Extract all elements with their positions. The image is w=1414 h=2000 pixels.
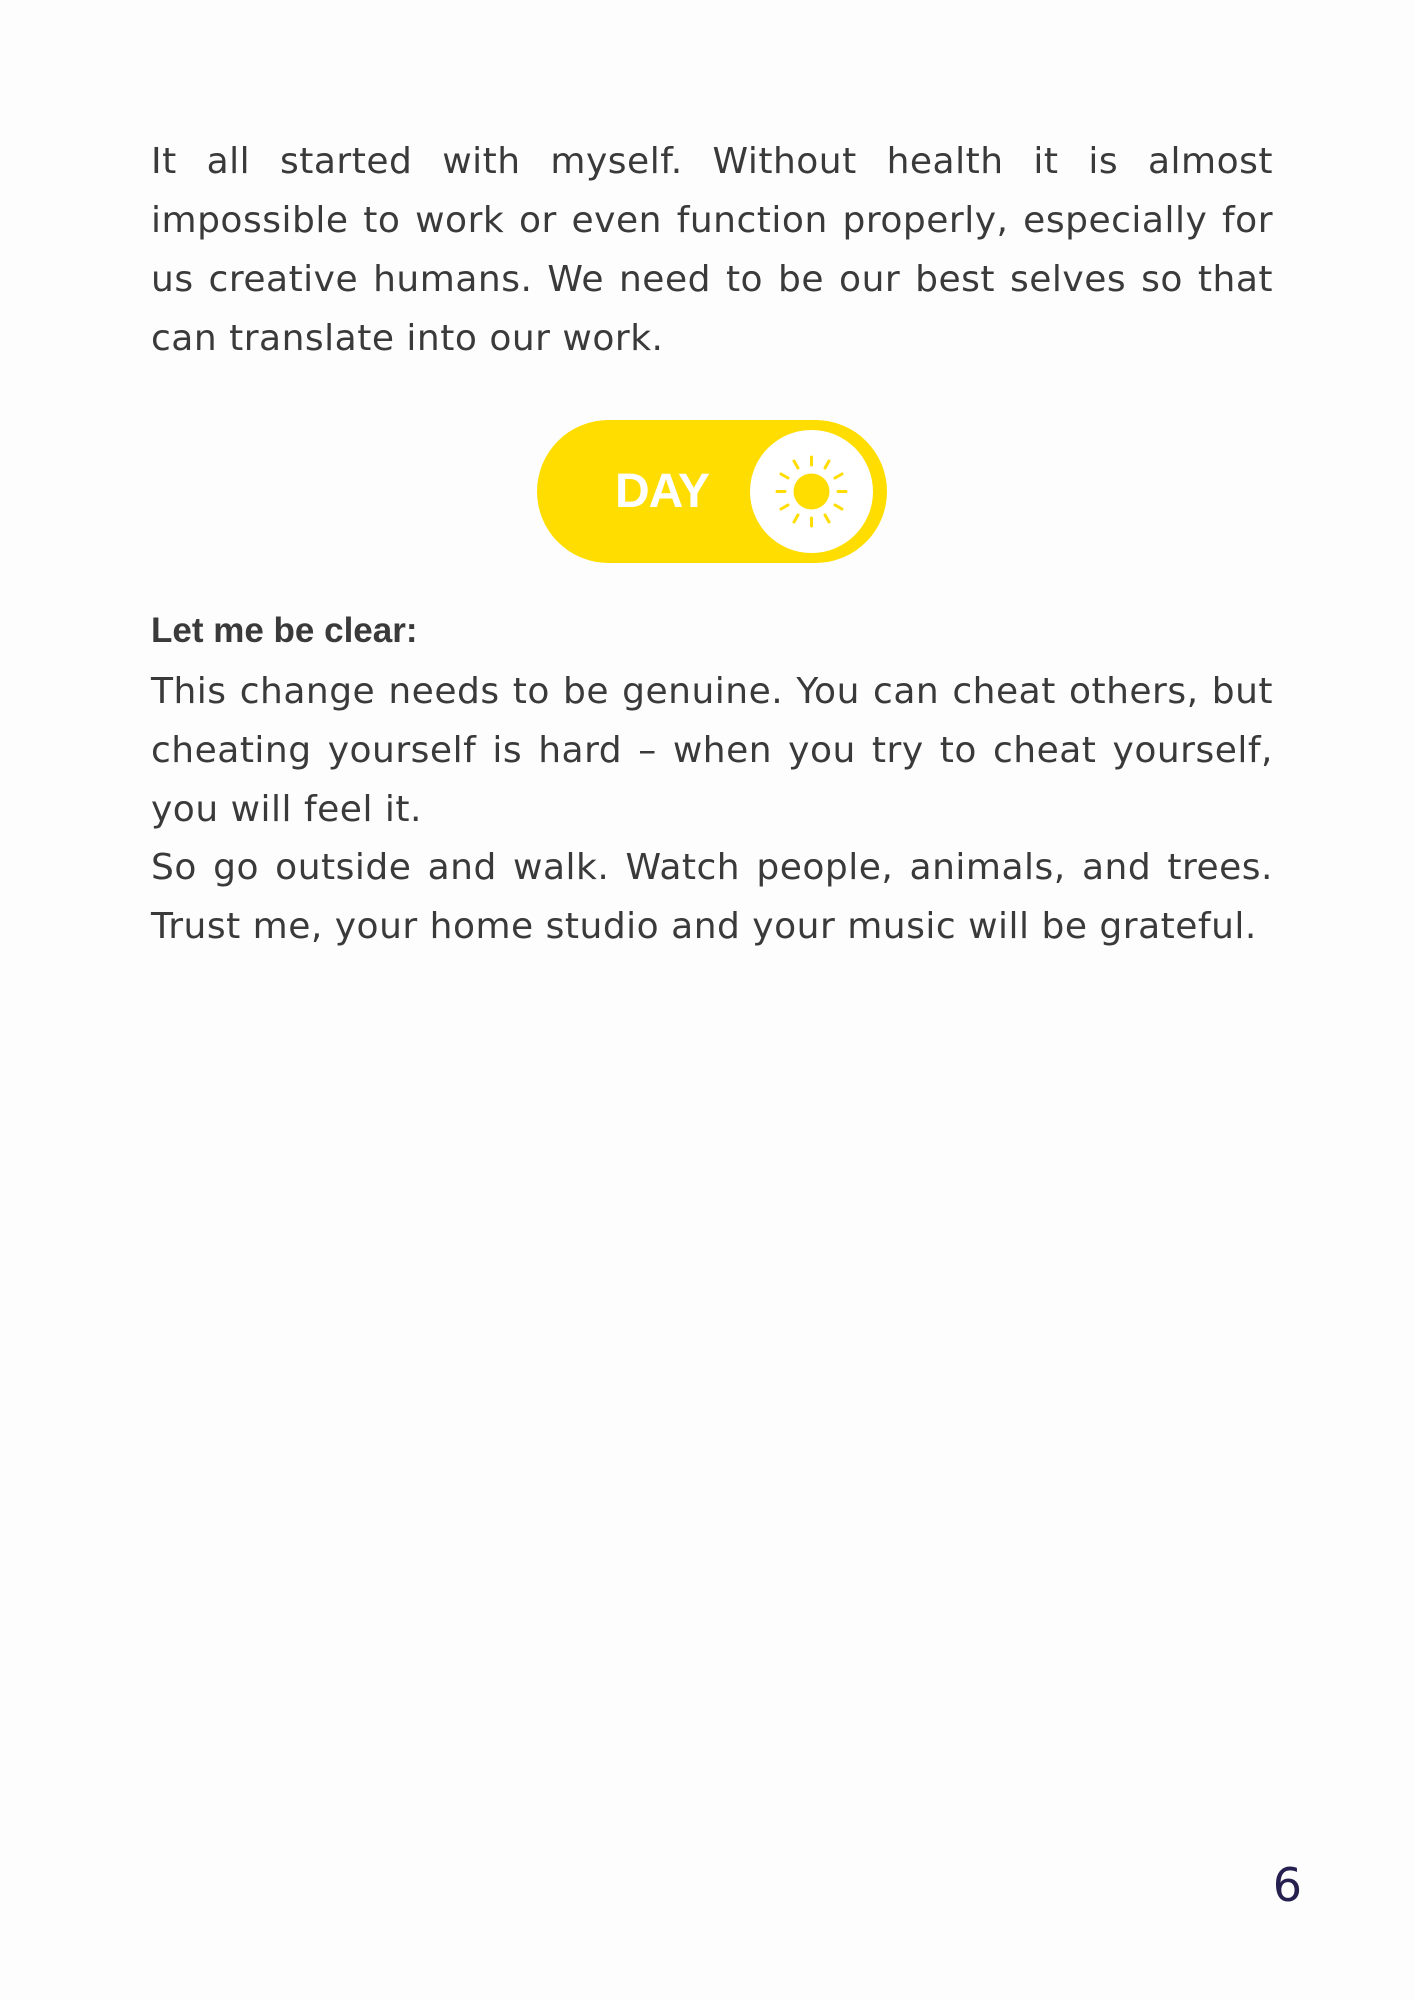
sun-icon	[750, 430, 873, 553]
body-paragraph-walk: So go outside and walk. Watch people, animals, and trees. Trust me, your home studio and your music will be grateful.	[151, 847, 1273, 947]
intro-paragraph: It all started with myself. Without health it is almost impossible to work or even function properly, especially for us creative humans. We need to be our best selves so that can translate into our work.	[151, 141, 1273, 359]
body-paragraph-genuine: This change needs to be genuine. You can cheat others, but cheating yourself is hard – when you try to cheat yourself, you will feel it.	[151, 671, 1273, 830]
day-night-toggle[interactable]	[537, 420, 887, 563]
toggle-label: DAY	[615, 465, 709, 518]
section-heading: Let me be clear:	[151, 611, 418, 650]
page-number: 6	[1272, 1858, 1302, 1912]
toggle-knob[interactable]	[750, 430, 873, 553]
